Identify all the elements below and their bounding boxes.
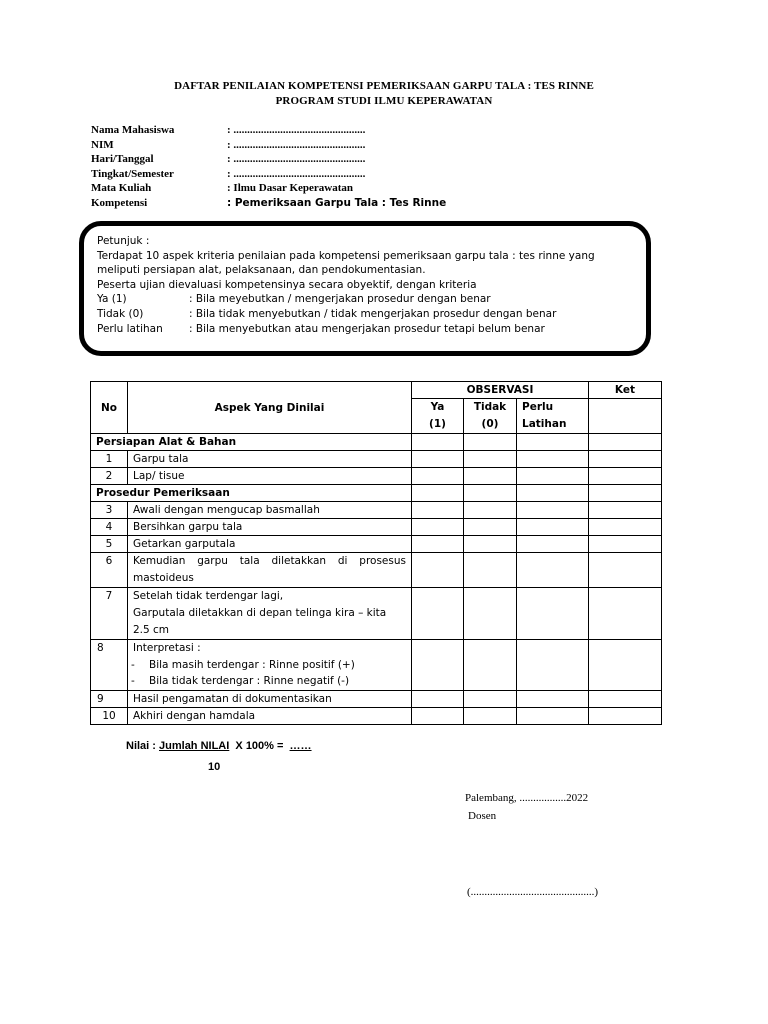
info-value: : Pemeriksaan Garpu Tala : Tes Rinne: [227, 196, 447, 209]
table-row: [91, 553, 662, 588]
cell-ket[interactable]: [589, 553, 662, 588]
score-numerator: Jumlah NILAI: [159, 740, 230, 752]
cell-tidak[interactable]: [464, 536, 517, 553]
score-times: X 100% =: [229, 740, 290, 752]
signature-place-date: Palembang, .................2022: [465, 792, 589, 804]
cell-ya[interactable]: [412, 553, 464, 588]
row-aspek: Setelah tidak terdengar lagi, Garputala diletakkan di depan telinga kira – kita 2.5 cm: [128, 588, 412, 640]
cell-ya[interactable]: [412, 588, 464, 640]
row-no: 2: [91, 468, 128, 485]
row-no: 6: [91, 553, 128, 588]
header-tidak: Tidak (0): [464, 399, 517, 434]
score-label: Nilai :: [126, 740, 160, 752]
row-no: 9: [91, 690, 128, 707]
cell-ket[interactable]: [589, 640, 662, 691]
signature-role: Dosen: [468, 810, 497, 822]
row-aspek: Lap/ tisue: [128, 468, 412, 485]
score-formula: [126, 740, 312, 752]
cell-ket[interactable]: [589, 434, 662, 451]
table-row: [91, 640, 662, 691]
info-value: : ................................................: [227, 167, 366, 180]
cell-perlu-latihan[interactable]: [517, 536, 589, 553]
table-row: [91, 519, 662, 536]
table-row: [91, 707, 662, 724]
header-aspek: Aspek Yang Dinilai: [128, 382, 412, 434]
cell-ya[interactable]: [412, 707, 464, 724]
header-ya: Ya (1): [412, 399, 464, 434]
row-aspek: Interpretasi : - Bila masih terdengar : Rinne positif (+) - Bila tidak terdengar : Rinne negatif (-): [128, 640, 412, 691]
row-no: 7: [91, 588, 128, 640]
cell-tidak[interactable]: [464, 553, 517, 588]
header-observasi: OBSERVASI: [412, 382, 589, 399]
row-no: 10: [91, 707, 128, 724]
cell-ket[interactable]: [589, 707, 662, 724]
info-label: Nama Mahasiswa: [91, 124, 175, 136]
row-aspek: Akhiri dengan hamdala: [128, 707, 412, 724]
cell-tidak[interactable]: [464, 588, 517, 640]
cell-ket[interactable]: [589, 451, 662, 468]
criteria-ya: [97, 292, 595, 307]
document-subtitle: PROGRAM STUDI ILMU KEPERAWATAN: [275, 95, 493, 107]
cell-ket[interactable]: [589, 588, 662, 640]
cell-perlu-latihan[interactable]: [517, 468, 589, 485]
table-row: [91, 502, 662, 519]
criteria-tidak: [97, 307, 595, 322]
row-aspek: Kemudian garpu tala diletakkan di prosesus mastoideus: [128, 553, 412, 588]
cell-tidak[interactable]: [464, 485, 517, 502]
cell-ya[interactable]: [412, 519, 464, 536]
cell-ket[interactable]: [589, 468, 662, 485]
criteria-desc: : Bila tidak menyebutkan / tidak mengerjakan prosedur dengan benar: [189, 307, 557, 320]
criteria-perlu-latihan: [97, 322, 595, 337]
instructions-box: [79, 221, 651, 356]
cell-ya[interactable]: [412, 690, 464, 707]
row-no: 1: [91, 451, 128, 468]
instructions-text: Peserta ujian dievaluasi kompetensinya secara obyektif, dengan kriteria: [97, 278, 477, 291]
row-aspek: Garpu tala: [128, 451, 412, 468]
table-row: [91, 588, 662, 640]
header-ket-blank: [589, 399, 662, 434]
info-label: NIM: [91, 138, 114, 151]
header-perlu-latihan: Perlu Latihan: [517, 399, 589, 434]
cell-tidak[interactable]: [464, 434, 517, 451]
table-row: [91, 451, 662, 468]
cell-tidak[interactable]: [464, 707, 517, 724]
row-aspek: Getarkan garputala: [128, 536, 412, 553]
header-ket: Ket: [589, 382, 662, 399]
criteria-desc: : Bila menyebutkan atau mengerjakan prosedur tetapi belum benar: [189, 322, 545, 335]
cell-ket[interactable]: [589, 485, 662, 502]
cell-ya[interactable]: [412, 640, 464, 691]
info-value: : ................................................: [227, 138, 366, 151]
assessment-table: [90, 381, 662, 725]
table-row: [91, 690, 662, 707]
criteria-desc: : Bila meyebutkan / mengerjakan prosedur dengan benar: [189, 293, 491, 306]
cell-ket[interactable]: [589, 502, 662, 519]
cell-ya[interactable]: [412, 485, 464, 502]
info-value: : ................................................: [227, 153, 366, 165]
cell-ya[interactable]: [412, 434, 464, 451]
cell-ya[interactable]: [412, 451, 464, 468]
cell-perlu-latihan[interactable]: [517, 502, 589, 519]
cell-perlu-latihan[interactable]: [517, 707, 589, 724]
criteria-key: Perlu latihan: [97, 322, 163, 335]
row-aspek: Bersihkan garpu tala: [128, 519, 412, 536]
cell-tidak[interactable]: [464, 451, 517, 468]
cell-perlu-latihan[interactable]: [517, 485, 589, 502]
row-no: 3: [91, 502, 128, 519]
cell-tidak[interactable]: [464, 640, 517, 691]
cell-perlu-latihan[interactable]: [517, 690, 589, 707]
section-row: [91, 485, 662, 502]
instructions-heading: Petunjuk :: [97, 235, 150, 247]
table-row: [91, 468, 662, 485]
document-title: DAFTAR PENILAIAN KOMPETENSI PEMERIKSAAN GARPU TALA : TES RINNE: [174, 80, 594, 92]
score-denominator: 10: [208, 761, 221, 773]
cell-perlu-latihan[interactable]: [517, 519, 589, 536]
info-value: : Ilmu Dasar Keperawatan: [227, 182, 353, 194]
info-label: Hari/Tanggal: [91, 153, 154, 165]
cell-tidak[interactable]: [464, 690, 517, 707]
cell-tidak[interactable]: [464, 468, 517, 485]
row-aspek: Hasil pengamatan di dokumentasikan: [128, 690, 412, 707]
cell-ya[interactable]: [412, 468, 464, 485]
table-row: [91, 536, 662, 553]
cell-ket[interactable]: [589, 519, 662, 536]
section-row: [91, 434, 662, 451]
cell-perlu-latihan[interactable]: [517, 640, 589, 691]
section-prosedur: Prosedur Pemeriksaan: [91, 485, 412, 502]
row-no: 5: [91, 536, 128, 553]
info-label: Tingkat/Semester: [91, 167, 174, 180]
cell-ket[interactable]: [589, 690, 662, 707]
signature-name: (.............................................): [467, 886, 599, 898]
criteria-key: Tidak (0): [97, 307, 144, 320]
instructions-text: meliputi persiapan alat, pelaksanaan, dan pendokumentasian.: [97, 264, 426, 277]
cell-perlu-latihan[interactable]: [517, 588, 589, 640]
cell-perlu-latihan[interactable]: [517, 451, 589, 468]
row-no: 4: [91, 519, 128, 536]
criteria-key: Ya (1): [97, 293, 127, 306]
row-aspek: Awali dengan mengucap basmallah: [128, 502, 412, 519]
cell-tidak[interactable]: [464, 502, 517, 519]
cell-perlu-latihan[interactable]: [517, 434, 589, 451]
info-label: Kompetensi: [91, 196, 148, 209]
header-no: No: [91, 382, 128, 434]
score-result: ……: [289, 740, 312, 752]
cell-perlu-latihan[interactable]: [517, 553, 589, 588]
info-value: : ................................................: [227, 124, 366, 136]
cell-ya[interactable]: [412, 536, 464, 553]
row-no: 8: [91, 640, 128, 691]
cell-tidak[interactable]: [464, 519, 517, 536]
instructions-text: Terdapat 10 aspek kriteria penilaian pada kompetensi pemeriksaan garpu tala : tes rinne yang: [97, 249, 595, 262]
info-label: Mata Kuliah: [91, 182, 152, 194]
cell-ket[interactable]: [589, 536, 662, 553]
section-persiapan: Persiapan Alat & Bahan: [91, 434, 412, 451]
cell-ya[interactable]: [412, 502, 464, 519]
